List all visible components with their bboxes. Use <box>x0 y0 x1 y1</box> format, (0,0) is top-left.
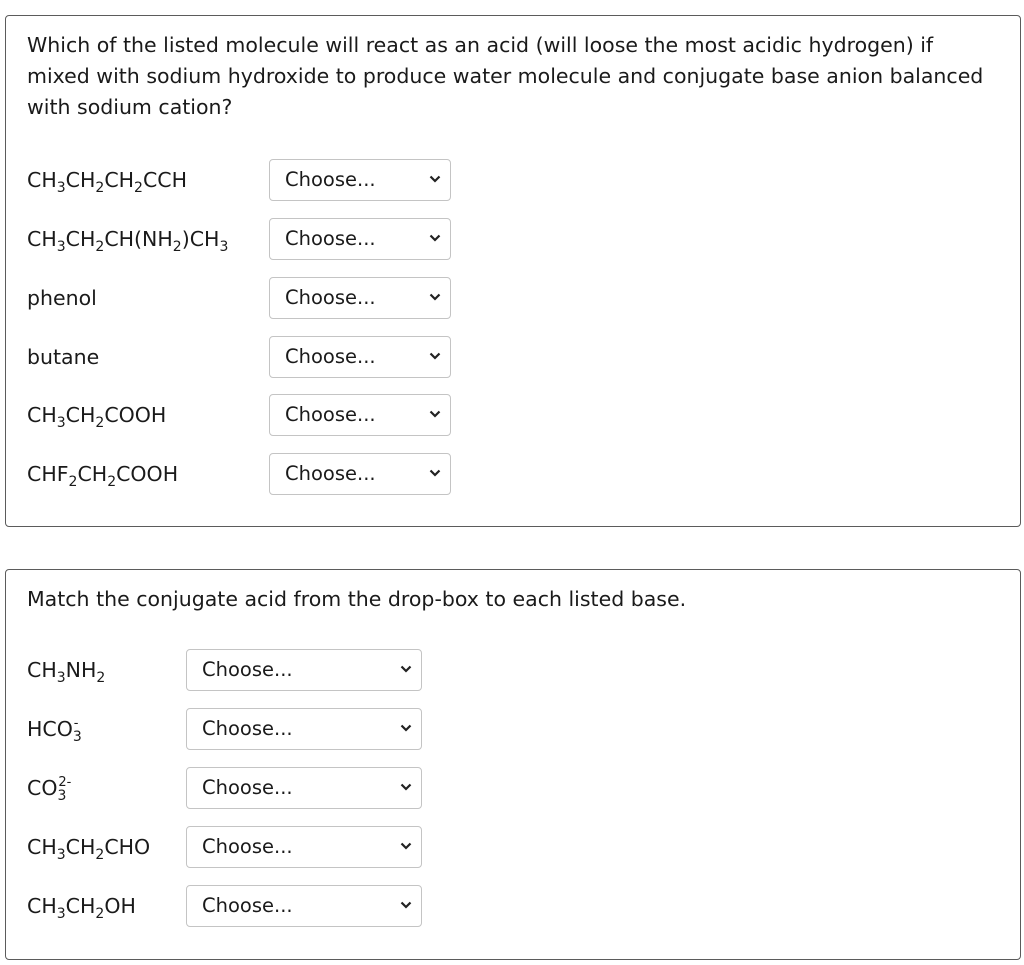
question-card-1 <box>5 15 1021 527</box>
q2-item-1-select[interactable] <box>186 649 422 691</box>
chevron-down-icon <box>400 841 412 851</box>
chevron-down-icon <box>400 900 412 910</box>
q1-item-3-select[interactable] <box>269 277 451 319</box>
question-card-2 <box>5 569 1021 960</box>
q1-item-5-formula: $CH_3CH_2COOH$ <box>27 403 167 431</box>
q2-item-2-select[interactable] <box>186 708 422 750</box>
chevron-down-icon <box>429 409 441 419</box>
select-value: Choose... <box>285 345 376 368</box>
chevron-down-icon <box>429 351 441 361</box>
chevron-down-icon <box>429 292 441 302</box>
select-value: Choose... <box>202 776 293 799</box>
select-value: Choose... <box>202 835 293 858</box>
q1-item-2-formula: $CH_3CH_2CH(NH_2)CH_3$ <box>27 227 229 255</box>
q2-item-4-formula: $CH_3CH_2CHO$ <box>27 835 151 863</box>
select-value: Choose... <box>285 403 376 426</box>
q1-item-3-formula: phenol <box>27 286 97 310</box>
q2-item-3-formula: $CO_3^{2-}$ <box>27 775 72 804</box>
q2-item-2-formula: $HCO_3^-$ <box>27 716 82 745</box>
chevron-down-icon <box>400 723 412 733</box>
q1-item-1-select[interactable] <box>269 159 451 201</box>
question-1-text: Which of the listed molecule will react as an acid (will loose the most acidic hydrogen) if mixed with sodium hydroxide to produce water molecule and conjugate base anion balanced with sodium cation? <box>27 33 984 119</box>
question-2-text: Match the conjugate acid from the drop-box to each listed base. <box>27 587 687 611</box>
q2-item-5-select[interactable] <box>186 885 422 927</box>
select-value: Choose... <box>285 168 376 191</box>
select-value: Choose... <box>202 717 293 740</box>
q1-item-4-select[interactable] <box>269 336 451 378</box>
q2-item-3-select[interactable] <box>186 767 422 809</box>
select-value: Choose... <box>202 894 293 917</box>
chevron-down-icon <box>429 468 441 478</box>
q1-item-6-formula: $CHF_2CH_2COOH$ <box>27 462 179 490</box>
chevron-down-icon <box>400 664 412 674</box>
q1-item-1-formula: $CH_3CH_2CH_2CCH$ <box>27 168 188 196</box>
chevron-down-icon <box>400 782 412 792</box>
q1-item-5-select[interactable] <box>269 394 451 436</box>
select-value: Choose... <box>202 658 293 681</box>
q1-item-2-select[interactable] <box>269 218 451 260</box>
q2-item-1-formula: $CH_3NH_2$ <box>27 658 106 686</box>
select-value: Choose... <box>285 286 376 309</box>
q2-item-4-select[interactable] <box>186 826 422 868</box>
q1-item-6-select[interactable] <box>269 453 451 495</box>
chevron-down-icon <box>429 174 441 184</box>
select-value: Choose... <box>285 462 376 485</box>
q1-item-4-formula: butane <box>27 345 100 369</box>
q2-item-5-formula: $CH_3CH_2OH$ <box>27 894 136 922</box>
select-value: Choose... <box>285 227 376 250</box>
chevron-down-icon <box>429 233 441 243</box>
